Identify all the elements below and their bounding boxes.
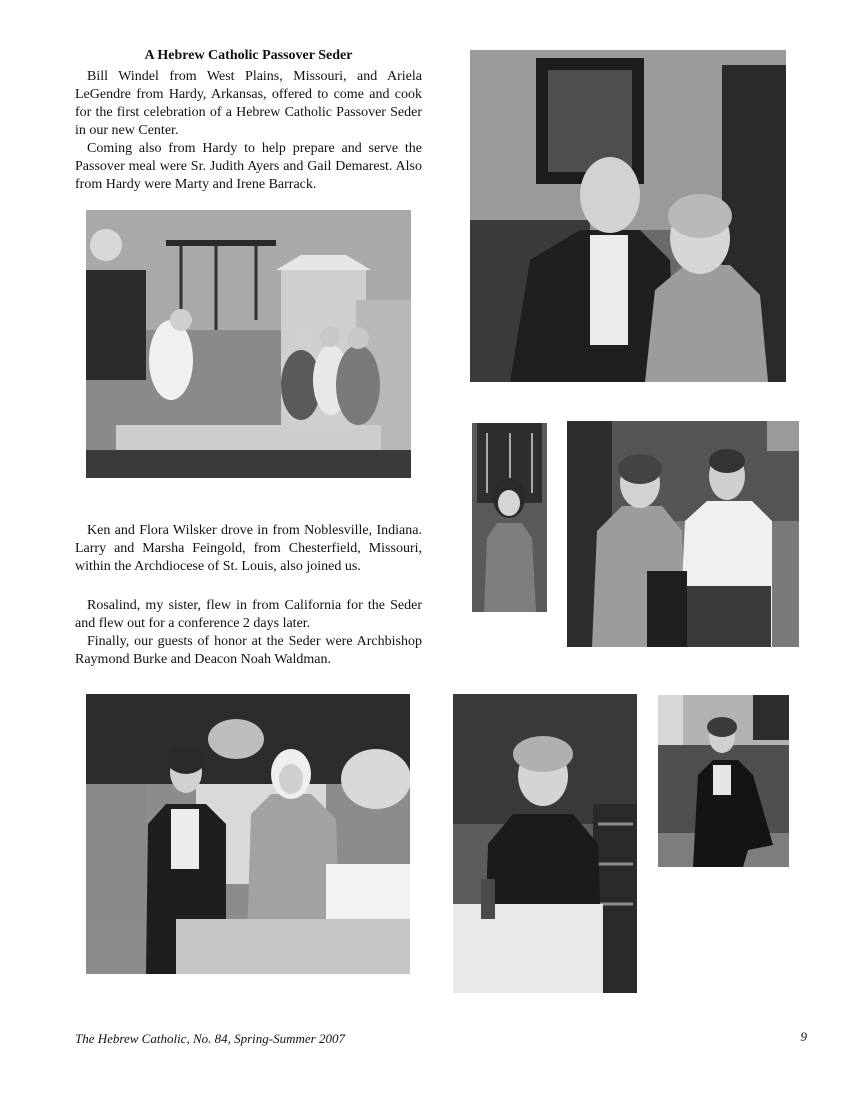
- photo-woman-standing: [472, 423, 547, 612]
- photo-kitchen-crew: [86, 210, 411, 478]
- photo-couple-portrait: [470, 50, 786, 382]
- paragraph-cooks: Bill Windel from West Plains, Missouri, and Ariela LeGendre from Hardy, Arkansas, offered to come and cook for the first celebration of a Hebrew Catholic Passover Seder in our new Center.: [75, 69, 422, 138]
- article-title: A Hebrew Catholic Passover Seder: [144, 48, 353, 63]
- paragraph-guests-of-honor: Finally, our guests of honor at the Seder were Archbishop Raymond Burke and Deacon Noah Waldman.: [75, 634, 422, 667]
- footer-publication: The Hebrew Catholic, No. 84, Spring-Summer 2007: [75, 1031, 345, 1046]
- paragraph-sister: Rosalind, my sister, flew in from California for the Seder and flew out for a conference 2 days later.: [75, 598, 422, 631]
- paragraph-helpers: Coming also from Hardy to help prepare and serve the Passover meal were Sr. Judith Ayers and Gail Demarest. Also from Hardy were Marty and Irene Barrack.: [75, 141, 422, 192]
- photo-woman-at-table: [453, 694, 637, 993]
- footer-page-number: 9: [800, 1029, 807, 1044]
- paragraph-guests: Ken and Flora Wilsker drove in from Noblesville, Indiana. Larry and Marsha Feingold, from Chesterfield, Missouri, within the Archdiocese of St. Louis, also joined us.: [75, 523, 422, 574]
- photo-seated-couple: [567, 421, 799, 647]
- photo-women-kitchen: [86, 694, 410, 974]
- photo-woman-on-sofa: [658, 695, 789, 867]
